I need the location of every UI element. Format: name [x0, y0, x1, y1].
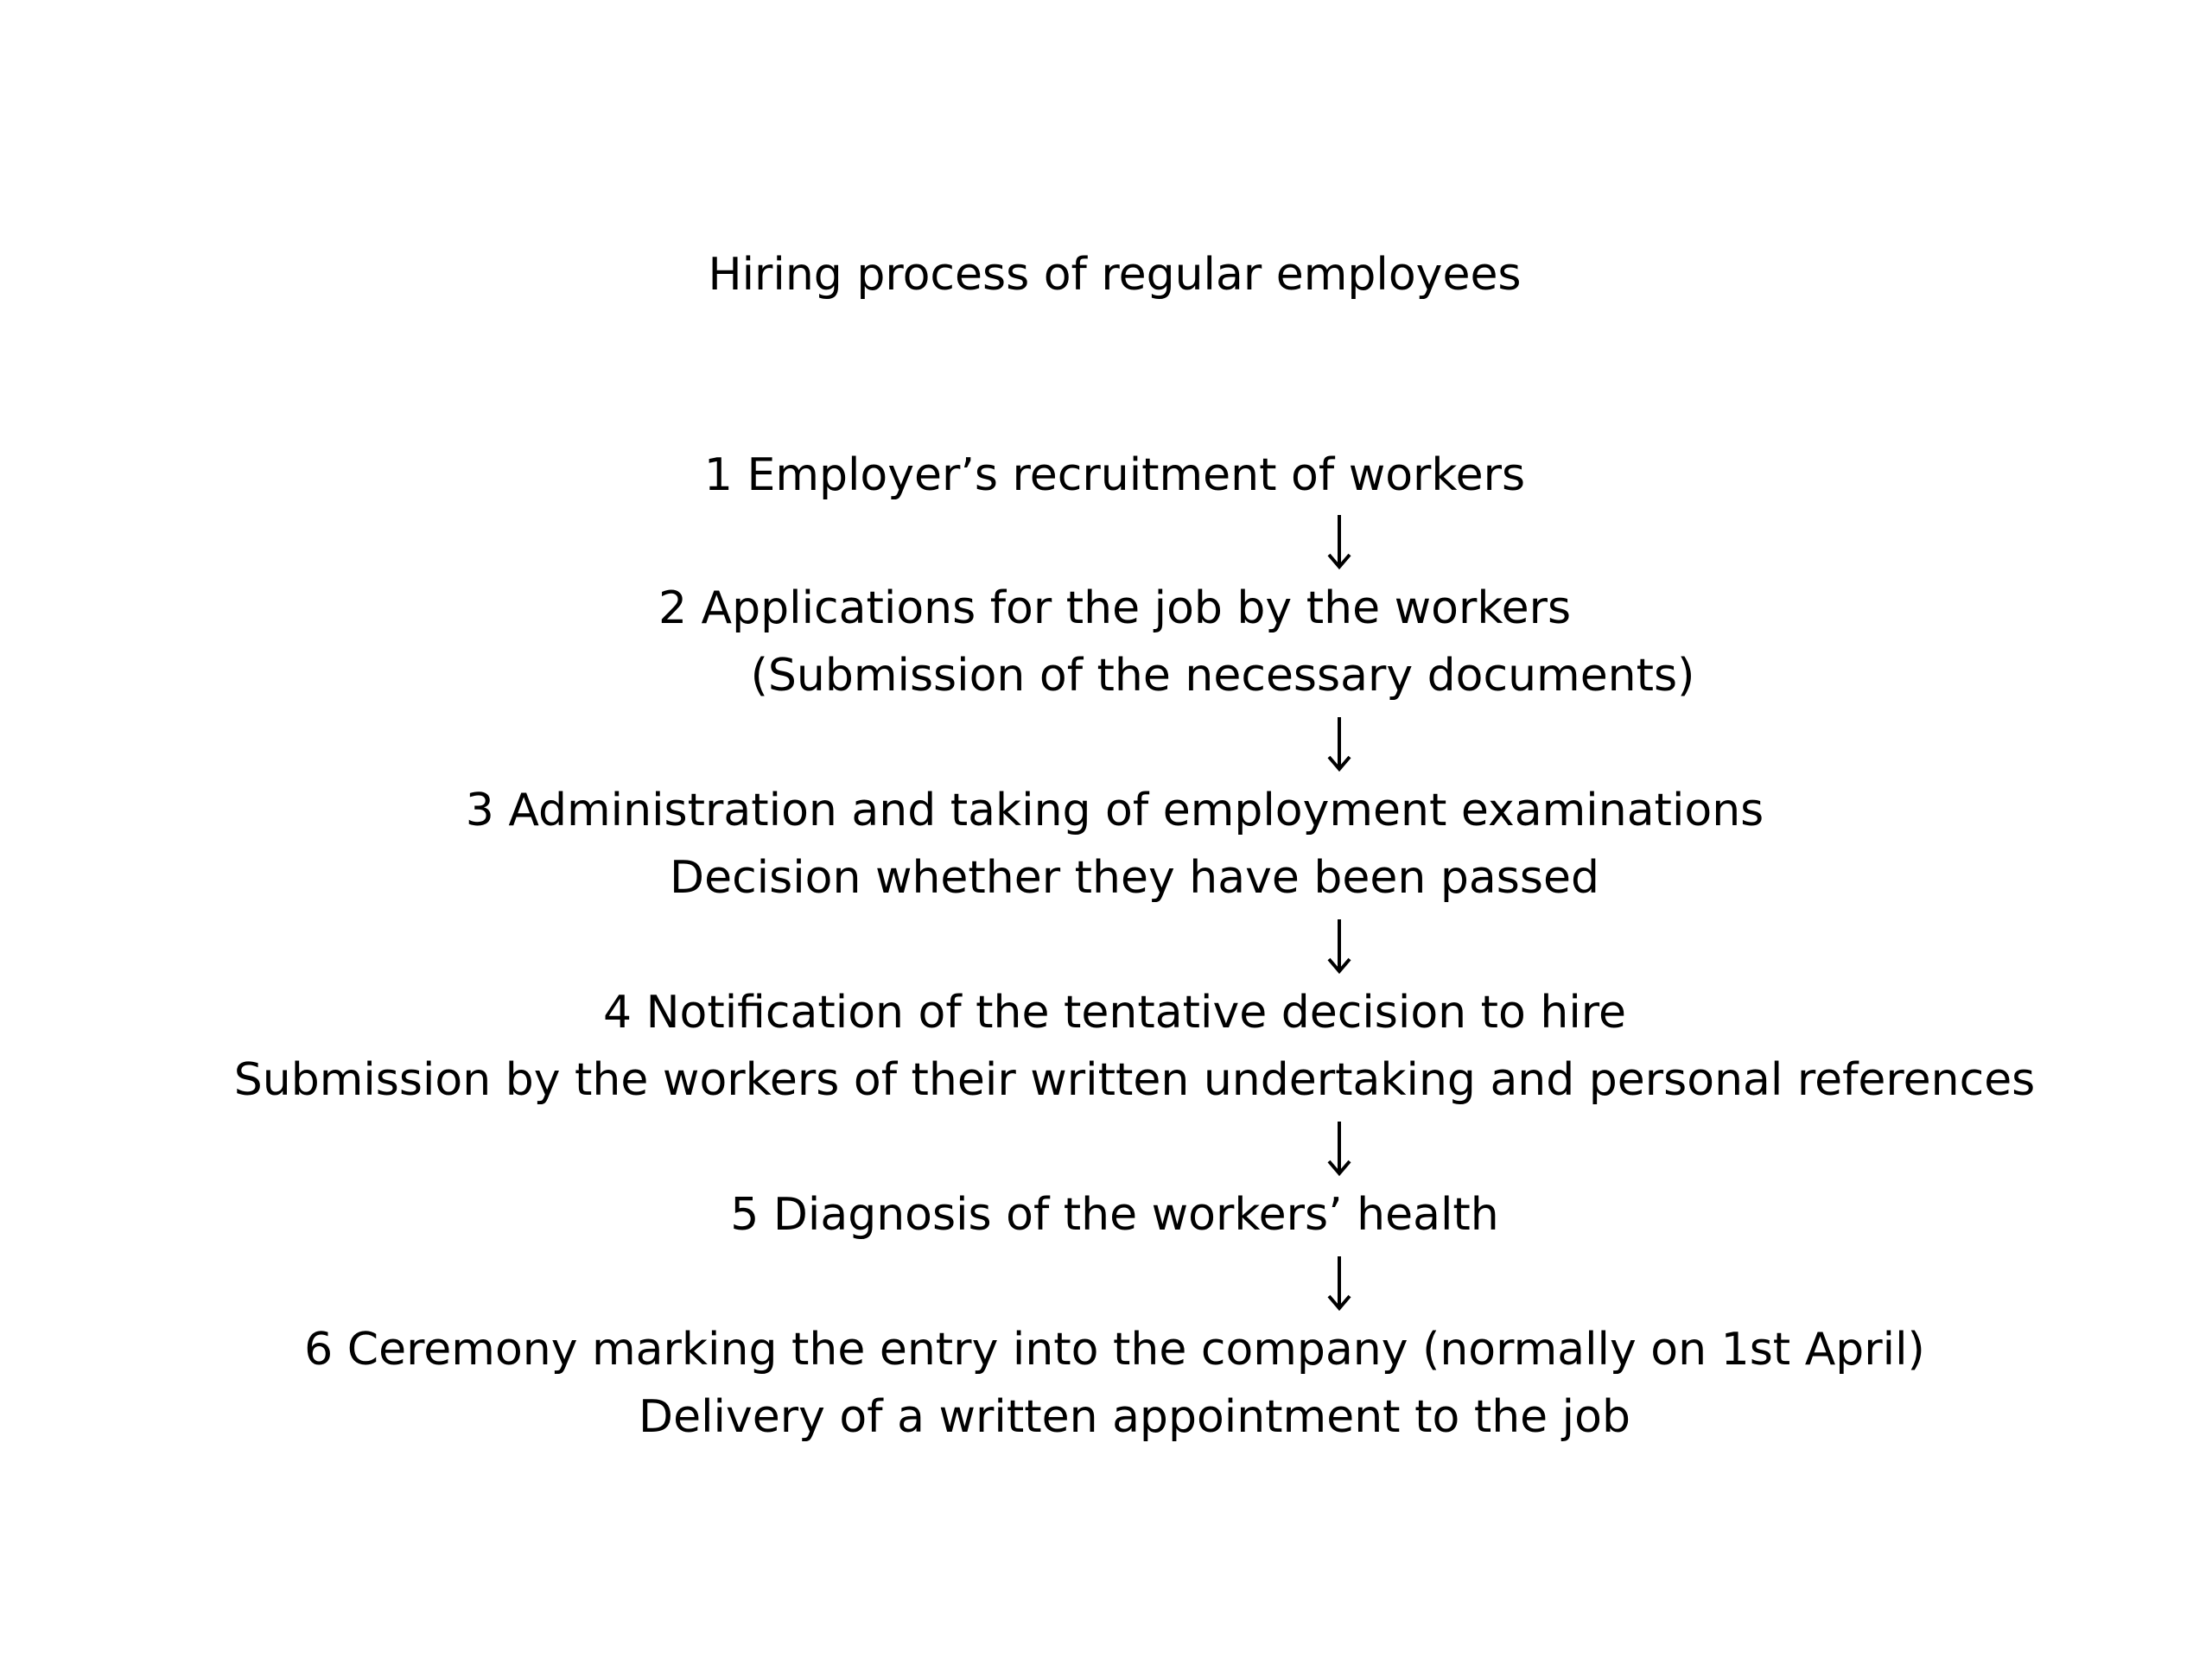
step-3-detail: Decision whether they have been passed [670, 852, 1599, 904]
step-4-detail: Submission by the workers of their written undertaking and personal references [233, 1054, 2036, 1106]
diagram-title: Hiring process of regular employees [708, 249, 1522, 301]
step-4-label: 4 Notification of the tentative decision to hire [603, 987, 1626, 1039]
down-arrow-icon [1313, 1253, 1365, 1313]
step-2-detail: (Submission of the necessary documents) [750, 650, 1695, 702]
down-arrow-icon [1313, 512, 1365, 572]
step-3-label: 3 Administration and taking of employment examinations [465, 785, 1764, 836]
step-1-label: 1 Employer’s recruitment of workers [703, 449, 1526, 501]
down-arrow-icon [1313, 916, 1365, 976]
down-arrow-icon [1313, 714, 1365, 774]
step-6-label: 6 Ceremony marking the entry into the company (normally on 1st April) [304, 1324, 1925, 1376]
down-arrow-icon [1313, 1118, 1365, 1179]
step-5-label: 5 Diagnosis of the workers’ health [730, 1189, 1499, 1241]
step-6-detail: Delivery of a written appointment to the job [639, 1391, 1630, 1443]
step-2-label: 2 Applications for the job by the workers [658, 582, 1572, 634]
